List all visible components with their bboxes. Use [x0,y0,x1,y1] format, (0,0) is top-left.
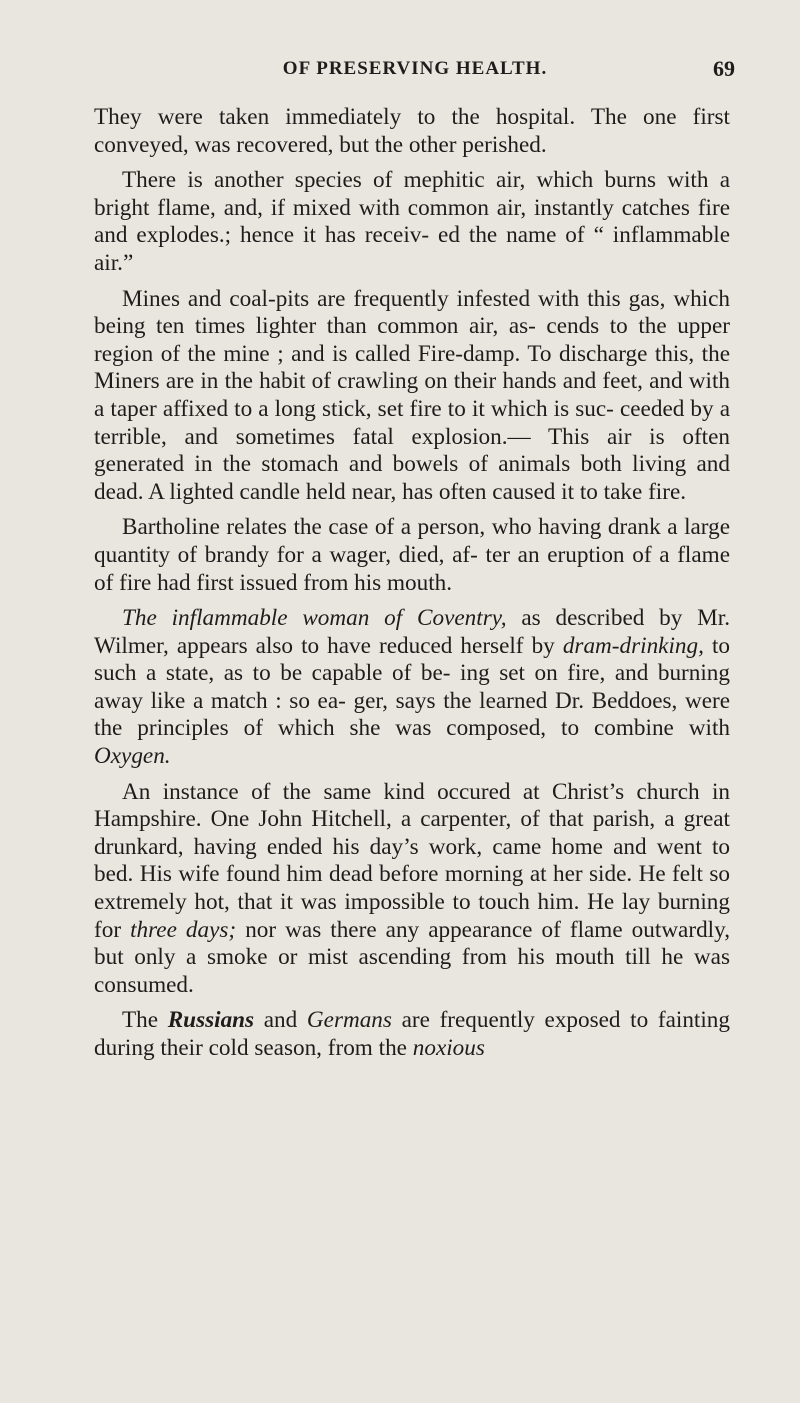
emphasized-text: dram-drinking, [562,632,704,659]
paragraph-text: An instance of the same kind occured at Christ’s church in Hampshire. One John Hitchell, a carpenter, of that parish, a great drunkard, having ended his day’s work, came home and went to bed. His wife found him dead before morning at her side. He felt so extremely hot, that it was impossible to touch him. He lay burning for [94,778,730,943]
running-head [95,58,735,88]
paragraph [94,514,730,597]
emphasized-text: Oxygen. [94,743,171,770]
paragraph-text: Bartholine relates the case of a person, who having drank a large quantity of brandy for a wager, died, af- ter an eruption of a flame of fire had first issued from his mouth. [94,514,730,596]
paragraph [94,605,730,771]
body-text [94,104,730,1063]
paragraph [94,1007,730,1062]
running-title: OF PRESERVING HEALTH. [282,58,548,79]
paragraph-text: are frequently exposed to fainting during their cold season, from the [94,1007,730,1061]
paragraph [94,779,730,1000]
paragraph-text: nor was there any appearance of flame outwardly, but only a smoke or mist ascending from his mouth till he was consumed. [94,916,730,998]
paragraph [94,104,730,159]
page-number: 69 [713,56,735,81]
paragraph-text: The [122,1007,168,1034]
emphasized-text: The inflammable woman of Coventry, [122,605,507,632]
paragraph-text: There is another species of mephitic air, which burns with a bright flame, and, if mixed with common air, instantly catches fire and explodes.; hence it has receiv- ed the name of “ inflammable air.” [94,167,730,276]
emphasized-text: Russians [167,1007,255,1034]
emphasized-text: three days; [130,916,237,943]
emphasized-text: noxious [412,1035,485,1061]
emphasized-text: Germans [306,1007,392,1034]
paragraph-text: Mines and coal-pits are frequently infested with this gas, which being ten times lighter than common air, as- cends to the upper region of the mine ; and is called Fire-damp. To discharge this, the Miners are in the habit of crawling on their hands and feet, and with a taper affixed to a long stick, set fire to it which is suc- ceeded by a terrible, and sometimes fatal explosion.— This air is often generated in the stomach and bowels of animals both living and dead. A lighted candle held near, has often caused it to take fire. [94,285,730,505]
paragraph-text: They were taken immediately to the hospital. The one first conveyed, was recovered, but the other perished. [94,104,730,158]
paragraph-text: and [254,1007,307,1034]
paragraph-text: to such a state, as to be capable of be- ing set on fire, and burning away like a match : so ea- ger, says the learned Dr. Beddoes, were the principles of which she was composed, to combine with [94,632,730,742]
paragraph [94,286,730,507]
paragraph [94,167,730,277]
paragraph-text: as described by Mr. Wilmer, appears also to have reduced herself by [94,605,731,659]
